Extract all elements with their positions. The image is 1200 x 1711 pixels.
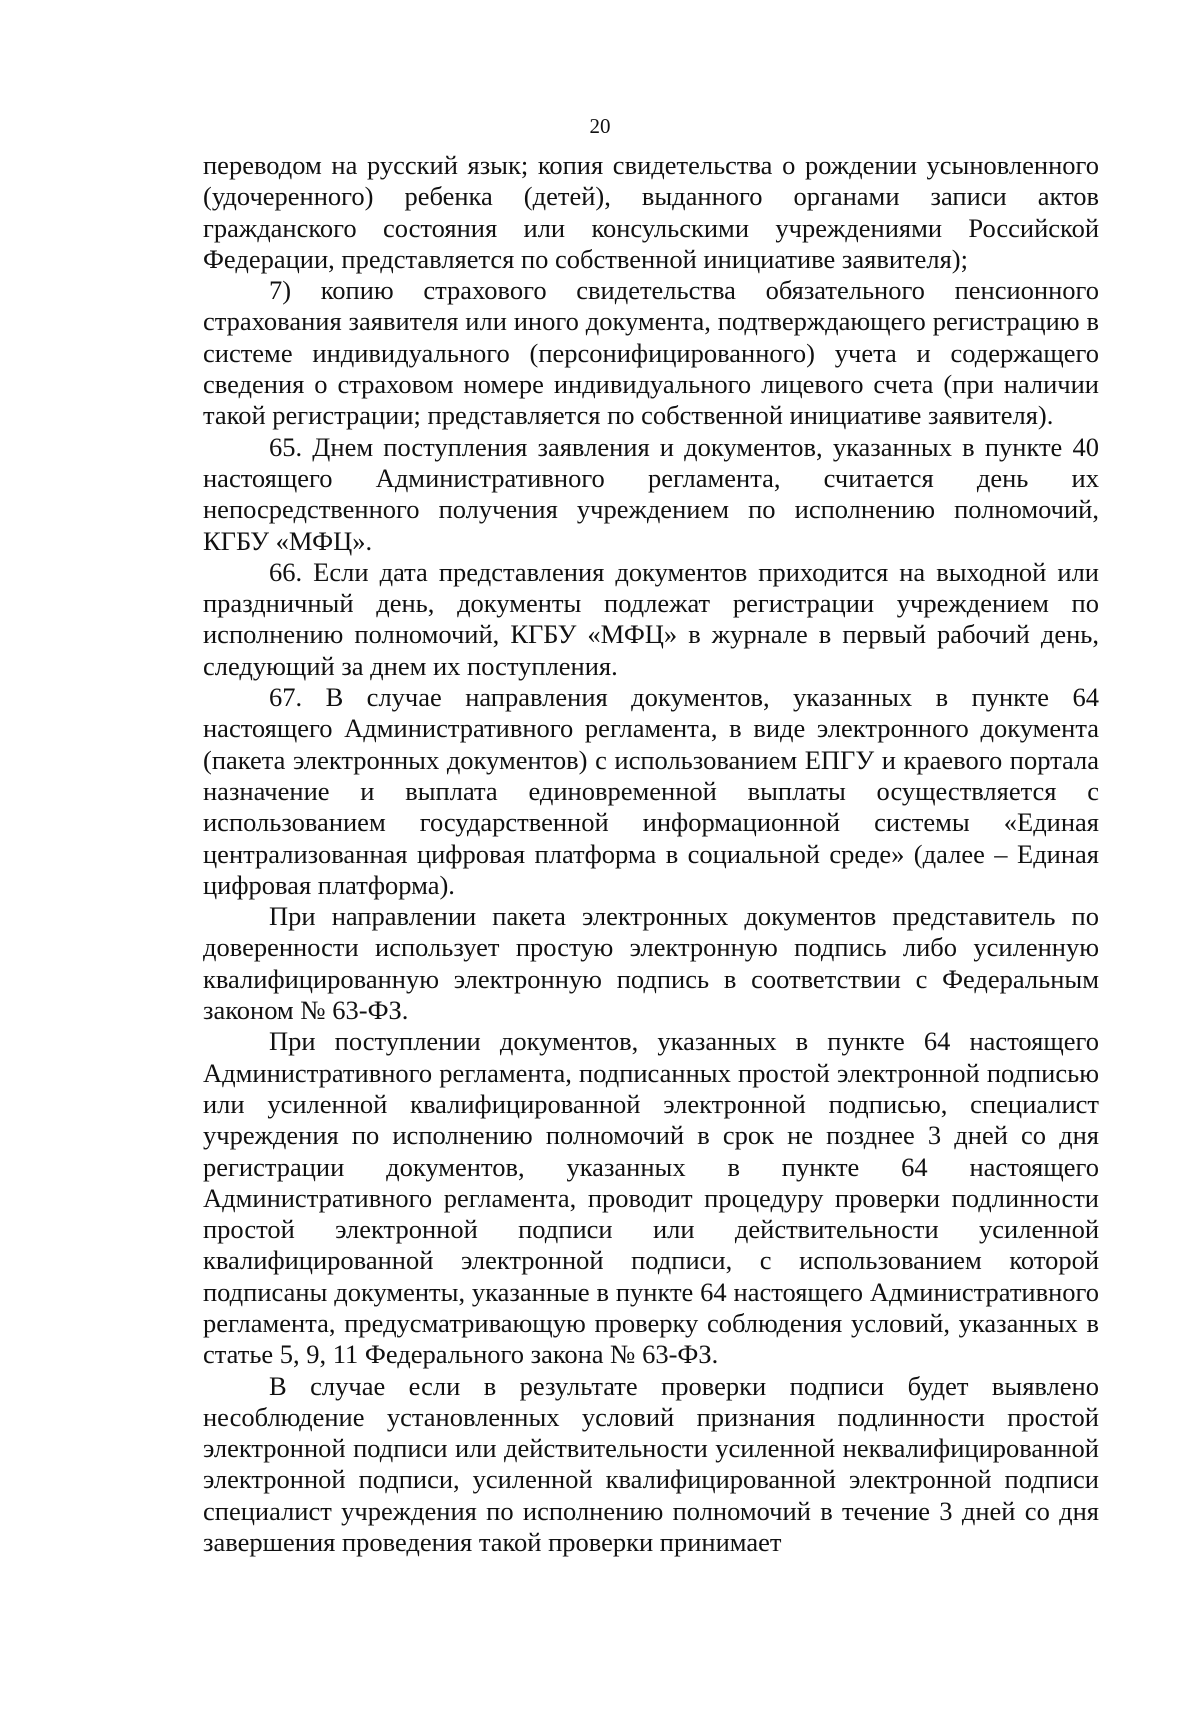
paragraph-66: 66. Если дата представления документов приходится на выходной или праздничный день, документы подлежат регистрации учреждением по исполнению полномочий, КГБУ «МФЦ» в журнале в первый рабочий день, следующий за днем их поступления. (203, 556, 1099, 681)
page-number: 20 (589, 114, 611, 138)
paragraph-continuation: переводом на русский язык; копия свидетельства о рождении усыновленного (удочеренного) ребенка (детей), выданного органами записи актов гражданского состояния или консульскими учреждениями Российской Федерации, представляется по собственной инициативе заявителя); (203, 150, 1099, 274)
paragraph-item-7: 7) копию страхового свидетельства обязательного пенсионного страхования заявителя или иного документа, подтверждающего регистрацию в системе индивидуального (персонифицированного) учета и содержащего сведения о страховом номере индивидуального лицевого счета (при наличии такой регистрации; представляется по собственной инициативе заявителя). (203, 275, 1099, 431)
paragraph-representative-signature: При направлении пакета электронных документов представитель по доверенности использует простую электронную подпись либо усиленную квалифицированную электронную подпись в соответствии с Федеральным законом № 63-ФЗ. (203, 901, 1099, 1026)
paragraph-verification-failure: В случае если в результате проверки подписи будет выявлено несоблюдение установленных условий признания подлинности простой электронной подписи или действительности усиленной неквалифицированной электронной подписи, усиленной квалифицированной электронной подписи специалист учреждения по исполнению полномочий в течение 3 дней со дня завершения проведения такой проверки принимает (203, 1370, 1099, 1558)
document-body (203, 150, 1099, 1558)
paragraph-signature-verification: При поступлении документов, указанных в пункте 64 настоящего Административного регламента, подписанных простой электронной подписью или усиленной квалифицированной электронной подписью, специалист учреждения по исполнению полномочий в срок не позднее 3 дней со дня регистрации документов, указанных в пункте 64 настоящего Административного регламента, проводит процедуру проверки подлинности простой электронной подписи или действительности усиленной квалифицированной электронной подписи, с использованием которой подписаны документы, указанные в пункте 64 настоящего Административного регламента, предусматривающую проверку соблюдения условий, указанных в статье 5, 9, 11 Федерального закона № 63-ФЗ. (203, 1026, 1099, 1370)
paragraph-67: 67. В случае направления документов, указанных в пункте 64 настоящего Административного регламента, в виде электронного документа (пакета электронных документов) с использованием ЕПГУ и краевого портала назначение и выплата единовременной выплаты осуществляется с использованием государственной информационной системы «Единая централизованная цифровая платформа в социальной среде» (далее – Единая цифровая платформа). (203, 682, 1099, 900)
paragraph-65: 65. Днем поступления заявления и документов, указанных в пункте 40 настоящего Административного регламента, считается день их непосредственного получения учреждением по исполнению полномочий, КГБУ «МФЦ». (203, 431, 1099, 556)
